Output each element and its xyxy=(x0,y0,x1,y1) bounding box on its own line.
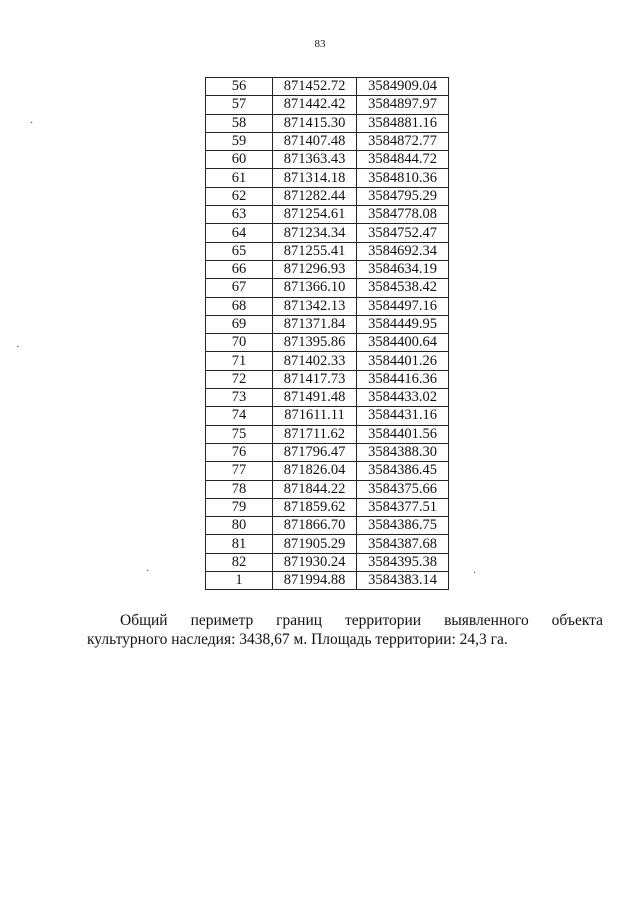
y-coordinate-cell: 3584401.56 xyxy=(357,425,449,443)
point-number-cell: 58 xyxy=(206,114,273,132)
point-number-cell: 70 xyxy=(206,334,273,352)
point-number-cell: 63 xyxy=(206,206,273,224)
x-coordinate-cell: 871371.84 xyxy=(273,315,357,333)
point-number-cell: 73 xyxy=(206,389,273,407)
y-coordinate-cell: 3584395.38 xyxy=(357,553,449,571)
scan-speck: · xyxy=(473,568,477,579)
table-row xyxy=(206,151,449,169)
table-row xyxy=(206,315,449,333)
point-number-cell: 72 xyxy=(206,370,273,388)
point-number-cell: 80 xyxy=(206,517,273,535)
y-coordinate-cell: 3584375.66 xyxy=(357,480,449,498)
x-coordinate-cell: 871415.30 xyxy=(273,114,357,132)
x-coordinate-cell: 871930.24 xyxy=(273,553,357,571)
point-number-cell: 68 xyxy=(206,297,273,315)
x-coordinate-cell: 871844.22 xyxy=(273,480,357,498)
table-row xyxy=(206,389,449,407)
table-row xyxy=(206,169,449,187)
x-coordinate-cell: 871866.70 xyxy=(273,517,357,535)
y-coordinate-cell: 3584386.45 xyxy=(357,462,449,480)
y-coordinate-cell: 3584386.75 xyxy=(357,517,449,535)
y-coordinate-cell: 3584692.34 xyxy=(357,242,449,260)
y-coordinate-cell: 3584388.30 xyxy=(357,443,449,461)
y-coordinate-cell: 3584752.47 xyxy=(357,224,449,242)
point-number-cell: 71 xyxy=(206,352,273,370)
x-coordinate-cell: 871491.48 xyxy=(273,389,357,407)
point-number-cell: 69 xyxy=(206,315,273,333)
x-coordinate-cell: 871452.72 xyxy=(273,78,357,96)
x-coordinate-cell: 871255.41 xyxy=(273,242,357,260)
table-row xyxy=(206,96,449,114)
table-row xyxy=(206,572,449,590)
x-coordinate-cell: 871711.62 xyxy=(273,425,357,443)
table-row xyxy=(206,462,449,480)
summary-line-2: культурного наследия: 3438,67 м. Площадь территории: 24,3 га. xyxy=(87,631,508,648)
point-number-cell: 81 xyxy=(206,535,273,553)
point-number-cell: 67 xyxy=(206,279,273,297)
y-coordinate-cell: 3584795.29 xyxy=(357,187,449,205)
y-coordinate-cell: 3584497.16 xyxy=(357,297,449,315)
table-row xyxy=(206,279,449,297)
y-coordinate-cell: 3584538.42 xyxy=(357,279,449,297)
table-row xyxy=(206,407,449,425)
table-row xyxy=(206,260,449,278)
table-row xyxy=(206,498,449,516)
table-row xyxy=(206,553,449,571)
y-coordinate-cell: 3584844.72 xyxy=(357,151,449,169)
point-number-cell: 75 xyxy=(206,425,273,443)
coordinates-table-body xyxy=(206,78,449,590)
x-coordinate-cell: 871417.73 xyxy=(273,370,357,388)
y-coordinate-cell: 3584383.14 xyxy=(357,572,449,590)
table-row xyxy=(206,480,449,498)
table-row xyxy=(206,78,449,96)
x-coordinate-cell: 871859.62 xyxy=(273,498,357,516)
table-row xyxy=(206,334,449,352)
point-number-cell: 76 xyxy=(206,443,273,461)
table-row xyxy=(206,206,449,224)
y-coordinate-cell: 3584377.51 xyxy=(357,498,449,516)
summary-line-1: Общий периметр границ территории выявленного объекта xyxy=(120,612,603,629)
point-number-cell: 77 xyxy=(206,462,273,480)
x-coordinate-cell: 871826.04 xyxy=(273,462,357,480)
scan-speck: · xyxy=(146,566,150,577)
scan-speck: · xyxy=(16,342,20,353)
table-row xyxy=(206,517,449,535)
y-coordinate-cell: 3584634.19 xyxy=(357,260,449,278)
point-number-cell: 62 xyxy=(206,187,273,205)
point-number-cell: 82 xyxy=(206,553,273,571)
page-number: 83 xyxy=(314,38,326,50)
y-coordinate-cell: 3584872.77 xyxy=(357,132,449,150)
y-coordinate-cell: 3584401.26 xyxy=(357,352,449,370)
x-coordinate-cell: 871254.61 xyxy=(273,206,357,224)
y-coordinate-cell: 3584810.36 xyxy=(357,169,449,187)
table-row xyxy=(206,535,449,553)
point-number-cell: 56 xyxy=(206,78,273,96)
x-coordinate-cell: 871402.33 xyxy=(273,352,357,370)
y-coordinate-cell: 3584881.16 xyxy=(357,114,449,132)
x-coordinate-cell: 871994.88 xyxy=(273,572,357,590)
table-row xyxy=(206,370,449,388)
x-coordinate-cell: 871234.34 xyxy=(273,224,357,242)
y-coordinate-cell: 3584433.02 xyxy=(357,389,449,407)
x-coordinate-cell: 871905.29 xyxy=(273,535,357,553)
y-coordinate-cell: 3584909.04 xyxy=(357,78,449,96)
point-number-cell: 60 xyxy=(206,151,273,169)
table-row xyxy=(206,297,449,315)
table-row xyxy=(206,114,449,132)
point-number-cell: 65 xyxy=(206,242,273,260)
table-row xyxy=(206,242,449,260)
x-coordinate-cell: 871366.10 xyxy=(273,279,357,297)
table-row xyxy=(206,132,449,150)
x-coordinate-cell: 871282.44 xyxy=(273,187,357,205)
y-coordinate-cell: 3584387.68 xyxy=(357,535,449,553)
y-coordinate-cell: 3584431.16 xyxy=(357,407,449,425)
coordinates-table xyxy=(205,77,449,590)
summary-paragraph xyxy=(87,611,603,649)
point-number-cell: 79 xyxy=(206,498,273,516)
y-coordinate-cell: 3584449.95 xyxy=(357,315,449,333)
y-coordinate-cell: 3584416.36 xyxy=(357,370,449,388)
table-row xyxy=(206,425,449,443)
point-number-cell: 1 xyxy=(206,572,273,590)
point-number-cell: 78 xyxy=(206,480,273,498)
point-number-cell: 57 xyxy=(206,96,273,114)
table-row xyxy=(206,443,449,461)
x-coordinate-cell: 871296.93 xyxy=(273,260,357,278)
x-coordinate-cell: 871442.42 xyxy=(273,96,357,114)
point-number-cell: 61 xyxy=(206,169,273,187)
x-coordinate-cell: 871342.13 xyxy=(273,297,357,315)
scan-speck: · xyxy=(30,118,34,129)
table-row xyxy=(206,352,449,370)
x-coordinate-cell: 871407.48 xyxy=(273,132,357,150)
point-number-cell: 74 xyxy=(206,407,273,425)
point-number-cell: 64 xyxy=(206,224,273,242)
y-coordinate-cell: 3584400.64 xyxy=(357,334,449,352)
y-coordinate-cell: 3584897.97 xyxy=(357,96,449,114)
x-coordinate-cell: 871796.47 xyxy=(273,443,357,461)
y-coordinate-cell: 3584778.08 xyxy=(357,206,449,224)
x-coordinate-cell: 871363.43 xyxy=(273,151,357,169)
point-number-cell: 59 xyxy=(206,132,273,150)
x-coordinate-cell: 871611.11 xyxy=(273,407,357,425)
point-number-cell: 66 xyxy=(206,260,273,278)
table-row xyxy=(206,187,449,205)
x-coordinate-cell: 871395.86 xyxy=(273,334,357,352)
table-row xyxy=(206,224,449,242)
x-coordinate-cell: 871314.18 xyxy=(273,169,357,187)
